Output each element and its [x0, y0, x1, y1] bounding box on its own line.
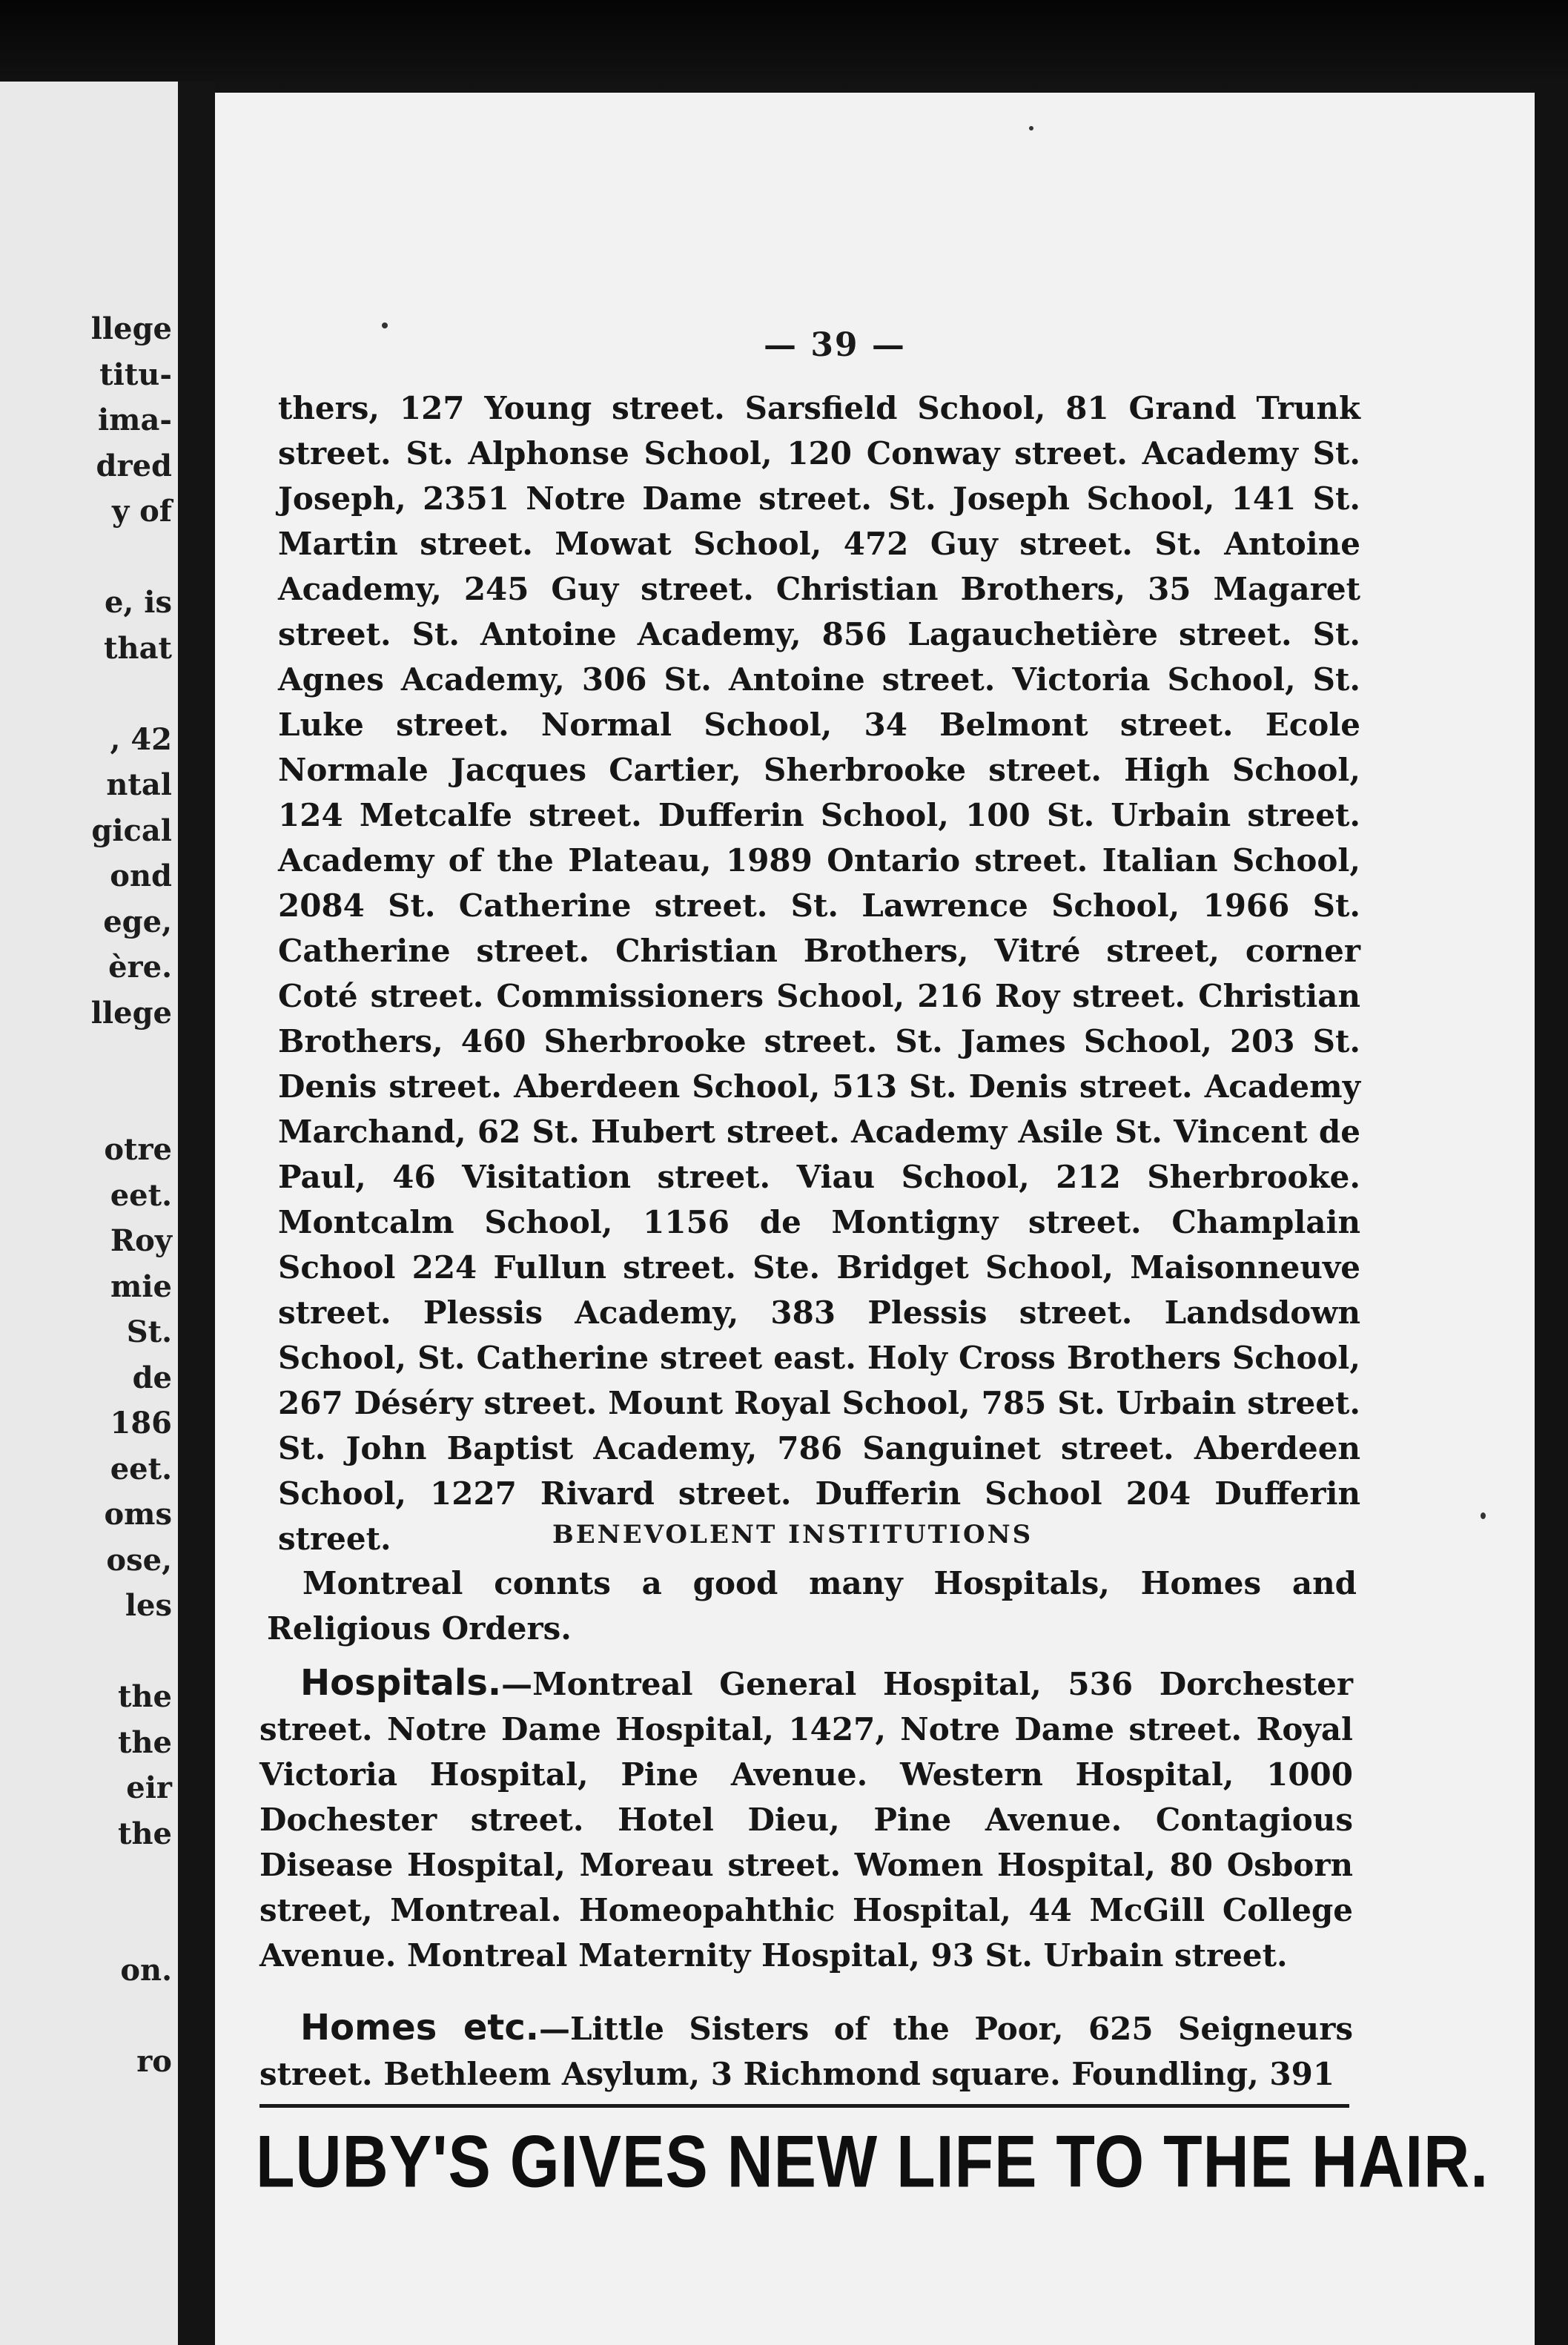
facing-page-fragment: ntal	[106, 767, 172, 802]
schools-paragraph: thers, 127 Young street. Sarsfield School, 81 Grand Trunk street. St. Alphonse School, 120 Conway street. Academy St. Joseph, 2351 Notre Dame street. St. Joseph School, 141 St. Martin street. Mowat School, 472 Guy street. St. Antoine Academy, 245 Guy street. Christian Brothers, 35 Magaret street. St. Antoine Academy, 856 Lagauchetière street. St. Agnes Academy, 306 St. Antoine street. Victoria School, St. Luke street. Normal School, 34 Belmont street. Ecole Normale Jacques Cartier, Sherbrooke street. High School, 124 Metcalfe street. Dufferin School, 100 St. Urbain street. Academy of the Plateau, 1989 Ontario street. Italian School, 2084 St. Catherine street. St. Lawrence School, 1966 St. Catherine street. Christian Brothers, Vitré street, corner Coté street. Commissioners School, 216 Roy street. Christian Brothers, 460 Sherbrooke street. St. James School, 203 St. Denis street. Aberdeen School, 513 St. Denis street. Academy Marchand, 62 St. Hubert street. Academy Asile St. Vincent de Paul, 46 Visitation street. Viau School, 212 Sherbrooke. Montcalm School, 1156 de Montigny street. Champlain School 224 Fullun street. Ste. Bridget School, Maisonneuve street. Plessis Academy, 383 Plessis street. Landsdown School, St. Catherine street east. Holy Cross Brothers School, 267 Déséry street. Mount Royal School, 785 St. Urbain street. St. John Baptist Academy, 786 Sanguinet street. Aberdeen School, 1227 Rivard street. Dufferin School 204 Dufferin street.	[278, 390, 1360, 1557]
facing-page-fragment: otre	[104, 1132, 172, 1167]
facing-page-edge	[0, 82, 178, 2345]
facing-page-fragment: Roy	[110, 1223, 172, 1258]
facing-page-fragment: mie	[110, 1269, 172, 1304]
scan-edge	[1535, 82, 1568, 2345]
facing-page-fragment: eet.	[110, 1177, 172, 1213]
facing-page-fragment: the	[117, 1724, 172, 1760]
facing-page-fragment: gical	[91, 813, 172, 848]
schools-listing	[278, 386, 1360, 1561]
section-heading: BENEVOLENT INSTITUTIONS	[552, 1520, 1033, 1549]
advert-divider	[259, 2104, 1349, 2108]
homes-lead: Homes etc.	[300, 2007, 540, 2048]
hospitals-lead: Hospitals.	[300, 1662, 502, 1704]
facing-page-fragment: that	[104, 630, 172, 666]
facing-page-fragment: dred	[96, 448, 172, 483]
facing-page-fragment: oms	[104, 1497, 172, 1532]
facing-page-fragment: ond	[110, 859, 172, 893]
homes-text: —Little Sisters of the Poor, 625 Seigneurs street. Bethleem Asylum, 3 Richmond square. Foundling, 391	[259, 2011, 1353, 2092]
page-binding	[178, 82, 215, 2345]
facing-page-fragment: y of	[111, 494, 172, 529]
facing-page-fragment: ege,	[103, 904, 172, 939]
facing-page-fragment: ima-	[97, 403, 172, 437]
homes-paragraph	[259, 2005, 1353, 2097]
facing-page-fragment: de	[132, 1360, 172, 1395]
facing-page-fragment: les	[125, 1588, 172, 1623]
facing-page-fragment: eet.	[110, 1451, 172, 1486]
facing-page-fragment: llege	[90, 311, 172, 346]
dust-speck	[1481, 1512, 1486, 1519]
facing-page-fragment: ro	[136, 2044, 172, 2079]
intro-paragraph: Montreal connts a good many Hospitals, Homes and Religious Orders.	[267, 1565, 1357, 1647]
page-number: — 39 —	[764, 326, 906, 364]
facing-page-fragment: ère.	[108, 950, 172, 985]
facing-page-fragment: titu-	[99, 357, 172, 392]
facing-page-fragment: 186	[110, 1406, 172, 1441]
hospitals-paragraph	[259, 1661, 1353, 1978]
facing-page-fragment: St.	[126, 1314, 172, 1349]
facing-page-fragment: llege	[90, 995, 172, 1031]
facing-page-fragment: , 42	[110, 721, 172, 757]
facing-page-fragment: e, is	[104, 585, 172, 620]
facing-page-fragment: the	[117, 1816, 172, 1851]
advertisement-banner: LUBY'S GIVES NEW LIFE TO THE HAIR.	[256, 2121, 1489, 2203]
hospitals-text: —Montreal General Hospital, 536 Dorchester street. Notre Dame Hospital, 1427, Notre Dame street. Royal Victoria Hospital, Pine Avenue. Western Hospital, 1000 Dochester street. Hotel Dieu, Pine Avenue. Contagious Disease Hospital, Moreau street. Women Hospital, 80 Osborn street, Montreal. Homeopahthic Hospital, 44 McGill College Avenue. Montreal Maternity Hospital, 93 St. Urbain street.	[259, 1666, 1353, 1974]
facing-page-fragment: eir	[126, 1770, 172, 1805]
facing-page-fragment: the	[117, 1679, 172, 1714]
dust-speck	[1029, 126, 1033, 130]
dust-speck	[382, 323, 388, 328]
scan-background	[0, 0, 1568, 104]
facing-page-fragment: on.	[120, 1953, 172, 1988]
facing-page-fragment: ose,	[106, 1542, 172, 1578]
